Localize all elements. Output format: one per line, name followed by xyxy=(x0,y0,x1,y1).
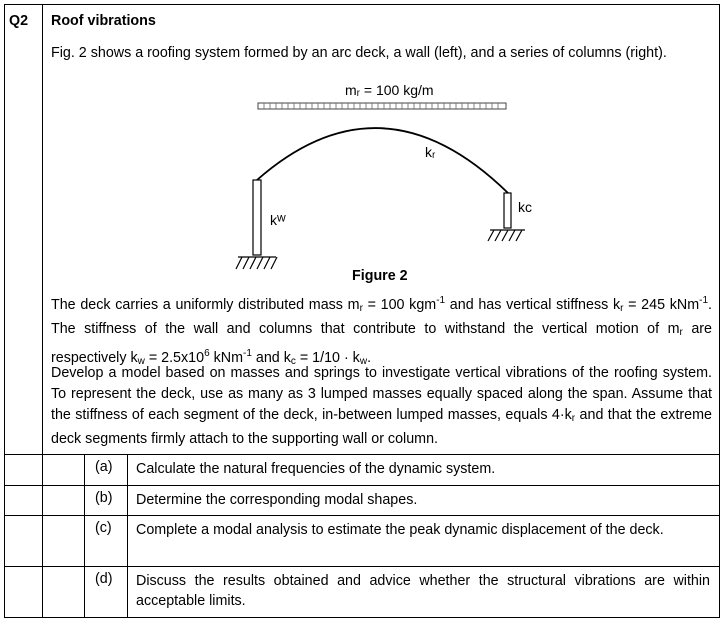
item-c-letter: (c) xyxy=(95,520,112,536)
item-b-text: Determine the corresponding modal shapes. xyxy=(136,492,418,508)
item-a-letter: (a) xyxy=(95,459,113,475)
paragraph-model-instructions: Develop a model based on masses and springs to investigate vertical vibrations of the roofing system. To represent the deck, use as many as 3 lumped masses equally spaced along the span. Assume that the stiffness of each segment of the deck, in-between lumped masses, equals $4\cdot k_r$ and that the extreme deck segments firmly attach to the supporting wall or column. xyxy=(51,365,712,447)
wall-left xyxy=(253,180,261,255)
question-number: Q2 xyxy=(9,13,29,29)
roof-figure xyxy=(220,75,530,275)
item-d-letter: (d) xyxy=(95,571,113,587)
item-d-text: Discuss the results obtained and advice whether the structural vibrations are within acceptable limits. xyxy=(136,573,710,609)
item-b-letter: (b) xyxy=(95,490,113,506)
wall-ground-hatch xyxy=(236,257,277,269)
col-divider-left xyxy=(42,4,43,618)
row-divider-d xyxy=(4,566,720,567)
column-right xyxy=(504,193,511,228)
distributed-mass-bar xyxy=(258,103,506,109)
item-c-text: Complete a modal analysis to estimate the peak dynamic displacement of the deck. xyxy=(136,522,664,538)
row-divider-c xyxy=(4,515,720,516)
arc-deck xyxy=(257,128,508,193)
intro-paragraph: Fig. 2 shows a roofing system formed by an arc deck, a wall (left), and a series of columns (right). xyxy=(51,45,667,61)
mass-label: mᵣ = 100 kg/m xyxy=(345,82,434,98)
row-divider-a xyxy=(4,454,720,455)
col-divider-letter-left xyxy=(84,454,85,618)
question-title: Roof vibrations xyxy=(51,13,156,29)
col-divider-letter-right xyxy=(127,454,128,618)
kw-label: kᵂ xyxy=(270,212,286,228)
item-a-text: Calculate the natural frequencies of the dynamic system. xyxy=(136,461,496,477)
row-divider-b xyxy=(4,485,720,486)
figure-caption: Figure 2 xyxy=(352,268,408,284)
paragraph-deck-properties: The deck carries a uniformly distributed mass $m_r = 100$ kgm$^{-1}$ and has vertical stiffness $k_r = 245$ kNm$^{-1}$. The stiffness of the wall and columns that contribute to withstand the vertical motion of $m_r$ are respectively $k_w = 2.5x10^6$ kNm$^{-1}$ and $k_c = 1/10 \cdot k_w$. xyxy=(51,295,712,367)
column-ground-hatch xyxy=(488,230,525,241)
kc-label: kᴄ xyxy=(518,199,532,215)
kr-label: kᵣ xyxy=(425,144,436,160)
